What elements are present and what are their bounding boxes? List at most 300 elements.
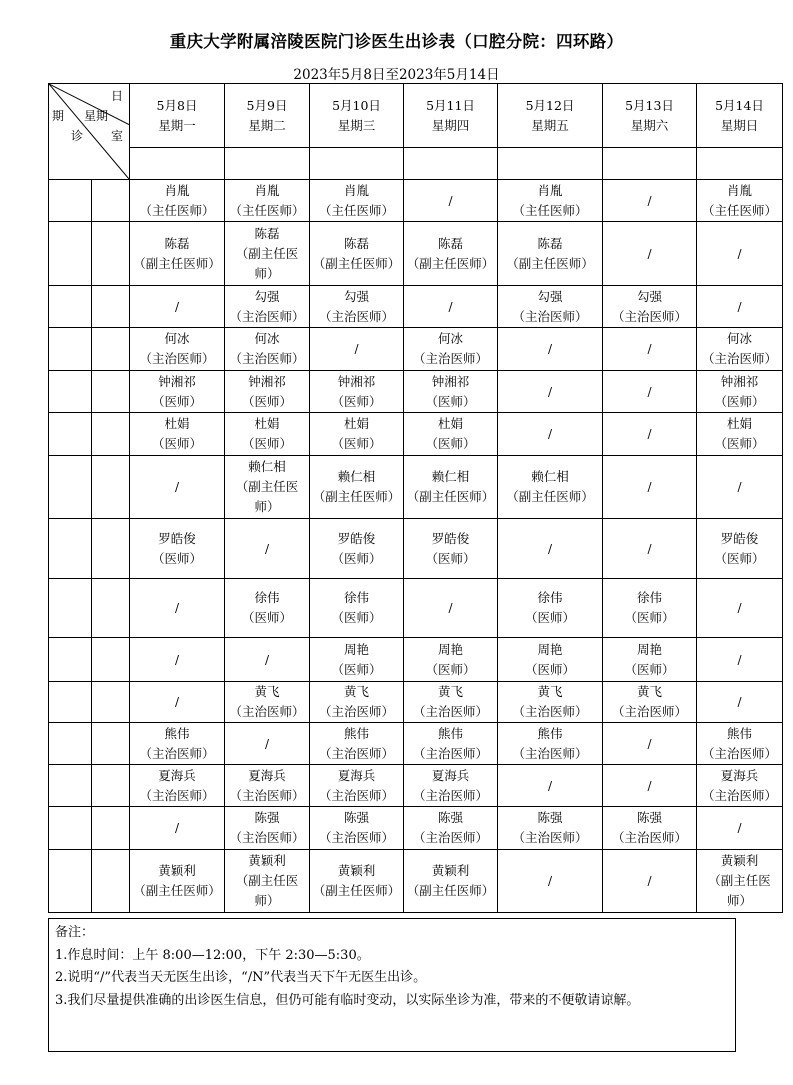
doctor-name: 罗皓俊: [431, 530, 470, 546]
schedule-cell: [603, 850, 697, 913]
schedule-cell: [310, 180, 404, 222]
sub-room-cell: [92, 328, 130, 371]
schedule-cell: [404, 850, 498, 913]
no-clinic-mark: /: [547, 541, 553, 556]
schedule-cell: [498, 371, 603, 413]
doctor-name: 陈磊: [537, 235, 563, 251]
doctor-title: （主治医师）: [512, 704, 588, 719]
doctor-title: （医师）: [425, 661, 476, 677]
doctor-name: 何冰: [726, 331, 752, 346]
schedule-cell: [603, 180, 697, 222]
doctor-title: （医师）: [714, 393, 765, 409]
day-weekday: 星期四: [431, 117, 470, 133]
schedule-cell: [603, 638, 697, 682]
schedule-row: [49, 723, 783, 765]
doctor-name: 勾强: [636, 288, 662, 304]
doctor-title: （医师）: [425, 550, 476, 566]
schedule-cell: [310, 682, 404, 723]
doctor-name: 勾强: [343, 288, 369, 304]
schedule-cell: [603, 222, 697, 286]
day-date: 5月8日: [156, 97, 198, 113]
schedule-cell: [130, 180, 225, 222]
schedule-cell: [225, 765, 310, 807]
doctor-name: 熊伟: [537, 725, 563, 741]
schedule-cell: [498, 222, 603, 286]
day-header: [498, 84, 603, 148]
schedule-row: [49, 682, 783, 723]
day-date: 5月13日: [625, 97, 674, 113]
schedule-cell: [310, 519, 404, 579]
schedule-cell: [697, 579, 783, 638]
doctor-name: 杜娟: [254, 416, 280, 431]
schedule-cell: [498, 638, 603, 682]
schedule-cell: [225, 638, 310, 682]
room-cell: [49, 682, 92, 723]
day-header: [603, 84, 697, 148]
schedule-cell: [697, 456, 783, 519]
doctor-title: （主治医师）: [139, 787, 215, 803]
schedule-cell: [404, 180, 498, 222]
blank-cell: [498, 148, 603, 180]
day-date: 5月10日: [332, 97, 381, 113]
schedule-cell: [130, 579, 225, 638]
schedule-cell: [498, 456, 603, 519]
schedule-cell: [404, 371, 498, 413]
doctor-name: 熊伟: [343, 725, 369, 741]
schedule-cell: [404, 222, 498, 286]
sub-room-cell: [92, 579, 130, 638]
schedule-cell: [310, 222, 404, 286]
schedule-cell: [603, 579, 697, 638]
doctor-title: （副主任医师）: [406, 489, 495, 504]
doctor-title: （主治医师）: [701, 787, 777, 803]
doctor-title: （医师）: [331, 436, 382, 451]
doctor-title: （主治医师）: [229, 308, 305, 324]
no-clinic-mark: /: [647, 541, 652, 556]
day-header: [697, 84, 783, 148]
sub-room-cell: [92, 638, 130, 682]
doctor-name: 勾强: [537, 288, 563, 304]
doctor-title: （主治医师）: [412, 351, 488, 366]
blank-cell: [603, 148, 697, 180]
no-clinic-mark: /: [647, 246, 652, 261]
schedule-cell: [697, 222, 783, 286]
no-clinic-mark: /: [647, 342, 652, 356]
schedule-cell: [130, 328, 225, 371]
doctor-name: 罗皓俊: [337, 530, 376, 546]
notes-box: [48, 918, 736, 1052]
no-clinic-mark: /: [737, 652, 742, 667]
no-clinic-mark: /: [354, 342, 359, 356]
doctor-title: （主治医师）: [701, 351, 777, 366]
doctor-title: （医师）: [241, 436, 292, 451]
doctor-title: （医师）: [714, 436, 765, 451]
corner-label-ri: 日: [111, 89, 124, 103]
no-clinic-mark: /: [547, 778, 553, 793]
blank-cell: [225, 148, 310, 180]
doctor-name: 徐伟: [537, 590, 563, 605]
sub-room-cell: [92, 682, 130, 723]
schedule-cell: [404, 638, 498, 682]
doctor-title: （主治医师）: [229, 351, 305, 366]
page-title: 重庆大学附属涪陵医院门诊医生出诊表（口腔分院：四环路）: [169, 32, 624, 51]
doctor-title: （医师）: [151, 393, 202, 409]
day-weekday: 星期日: [720, 117, 759, 133]
schedule-cell: [498, 579, 603, 638]
doctor-title: （主治医师）: [611, 830, 687, 845]
schedule-cell: [697, 371, 783, 413]
doctor-name: 钟湘祁: [720, 373, 759, 389]
doctor-name: 夏海兵: [337, 767, 376, 783]
no-clinic-mark: /: [547, 874, 553, 888]
doctor-name: 肖胤: [537, 182, 563, 198]
doctor-name: 周艳: [437, 641, 463, 657]
doctor-name: 熊伟: [164, 725, 190, 741]
day-weekday: 星期五: [531, 117, 569, 133]
room-cell: [49, 371, 92, 413]
doctor-name: 夏海兵: [248, 767, 286, 783]
no-clinic-mark: /: [448, 299, 453, 314]
day-header: [404, 84, 498, 148]
doctor-name: 陈磊: [343, 235, 369, 251]
doctor-title: （医师）: [624, 610, 675, 625]
schedule-cell: [603, 519, 697, 579]
doctor-title: （副主任医师）: [235, 873, 299, 908]
day-header: [225, 84, 310, 148]
schedule-cell: [603, 682, 697, 723]
schedule-cell: [130, 807, 225, 850]
no-clinic-mark: /: [647, 736, 652, 751]
room-cell: [49, 456, 92, 519]
doctor-title: （主治医师）: [512, 830, 588, 845]
doctor-name: 徐伟: [636, 590, 662, 605]
doctor-title: （医师）: [331, 393, 382, 409]
schedule-cell: [603, 807, 697, 850]
doctor-name: 肖胤: [343, 182, 369, 198]
schedule-cell: [130, 413, 225, 456]
no-clinic-mark: /: [647, 778, 652, 793]
blank-cell: [697, 148, 783, 180]
doctor-name: 周艳: [537, 641, 563, 657]
doctor-name: 何冰: [164, 331, 190, 346]
blank-cell: [130, 148, 225, 180]
no-clinic-mark: /: [174, 480, 180, 494]
doctor-name: 赖仁相: [248, 459, 286, 474]
no-clinic-mark: /: [448, 601, 453, 615]
schedule-cell: [310, 456, 404, 519]
doctor-name: 黄飞: [437, 684, 463, 699]
schedule-cell: [225, 371, 310, 413]
doctor-title: （主治医师）: [611, 308, 687, 324]
doctor-name: 陈磊: [164, 235, 190, 251]
blank-row: [49, 148, 783, 180]
schedule-cell: [697, 519, 783, 579]
schedule-cell: [404, 456, 498, 519]
doctor-title: （医师）: [241, 610, 292, 625]
schedule-row: [49, 765, 783, 807]
corner-label-shi: 室: [111, 129, 124, 143]
doctor-title: （主治医师）: [229, 830, 305, 845]
no-clinic-mark: /: [647, 384, 652, 399]
doctor-title: （主治医师）: [318, 745, 394, 761]
schedule-cell: [404, 723, 498, 765]
doctor-title: （主治医师）: [512, 308, 588, 324]
doctor-title: （医师）: [714, 550, 765, 566]
schedule-cell: [498, 180, 603, 222]
doctor-name: 勾强: [254, 288, 280, 304]
blank-cell: [310, 148, 404, 180]
day-weekday: 星期一: [158, 117, 196, 133]
schedule-cell: [498, 413, 603, 456]
notes-line: 1.作息时间：上午 8:00—12:00，下午 2:30—5:30。: [55, 947, 370, 963]
doctor-title: （医师）: [425, 436, 476, 451]
notes-line: 3.我们尽量提供准确的出诊医生信息，但仍可能有临时变动，以实际坐诊为准，带来的不便敬请谅解。: [55, 992, 640, 1008]
schedule-cell: [498, 850, 603, 913]
doctor-title: （主治医师）: [412, 830, 488, 845]
doctor-name: 黄颖利: [158, 863, 196, 878]
doctor-title: （主治医师）: [611, 704, 687, 719]
schedule-cell: [225, 579, 310, 638]
corner-label-zhen: 诊: [71, 129, 84, 143]
room-cell: [49, 222, 92, 286]
no-clinic-mark: /: [174, 695, 180, 709]
no-clinic-mark: /: [547, 427, 553, 441]
doctor-title: （主治医师）: [318, 830, 394, 845]
corner-label-xingqi: 星期: [84, 109, 109, 123]
schedule-table: [48, 83, 783, 913]
schedule-cell: [310, 723, 404, 765]
schedule-cell: [603, 765, 697, 807]
doctor-name: 周艳: [636, 641, 662, 657]
sub-room-cell: [92, 180, 130, 222]
date-range: 2023年5月8日至2023年5月14日: [293, 67, 500, 83]
doctor-name: 赖仁相: [431, 469, 470, 484]
no-clinic-mark: /: [737, 601, 742, 615]
schedule-cell: [225, 807, 310, 850]
schedule-cell: [498, 807, 603, 850]
no-clinic-mark: /: [264, 541, 270, 556]
day-header: [130, 84, 225, 148]
no-clinic-mark: /: [647, 874, 652, 888]
schedule-row: [49, 807, 783, 850]
doctor-title: （医师）: [331, 550, 382, 566]
room-cell: [49, 765, 92, 807]
sub-room-cell: [92, 222, 130, 286]
schedule-cell: [130, 638, 225, 682]
schedule-cell: [130, 723, 225, 765]
doctor-name: 夏海兵: [431, 767, 470, 783]
room-cell: [49, 723, 92, 765]
schedule-cell: [603, 286, 697, 328]
schedule-cell: [697, 638, 783, 682]
doctor-title: （主治医师）: [412, 704, 488, 719]
doctor-name: 钟湘祁: [431, 373, 470, 389]
schedule-cell: [130, 222, 225, 286]
schedule-cell: [697, 850, 783, 913]
day-weekday: 星期六: [630, 117, 669, 133]
doctor-name: 黄颖利: [248, 853, 286, 868]
notes-line: 2.说明“/”代表当天无医生出诊，“/N”代表当天下午无医生出诊。: [55, 970, 427, 985]
no-clinic-mark: /: [264, 736, 270, 751]
doctor-name: 陈磊: [437, 235, 463, 251]
doctor-title: （副主任医师）: [506, 489, 594, 504]
schedule-cell: [225, 723, 310, 765]
notes-heading: 备注：: [55, 925, 95, 940]
sub-room-cell: [92, 519, 130, 579]
schedule-cell: [310, 328, 404, 371]
doctor-name: 杜娟: [437, 416, 463, 431]
schedule-cell: [404, 328, 498, 371]
schedule-cell: [310, 638, 404, 682]
schedule-cell: [603, 723, 697, 765]
no-clinic-mark: /: [647, 193, 652, 208]
schedule-row: [49, 180, 783, 222]
doctor-title: （医师）: [524, 661, 575, 677]
doctor-title: （主治医师）: [229, 787, 305, 803]
doctor-name: 何冰: [437, 331, 463, 346]
schedule-row: [49, 286, 783, 328]
day-header: [310, 84, 404, 148]
schedule-cell: [310, 371, 404, 413]
doctor-name: 罗皓俊: [158, 530, 196, 546]
doctor-title: （医师）: [331, 610, 382, 625]
no-clinic-mark: /: [737, 480, 742, 494]
doctor-title: （主任医师）: [512, 202, 588, 218]
schedule-cell: [310, 850, 404, 913]
doctor-title: （主任医师）: [318, 202, 394, 218]
schedule-row: [49, 371, 783, 413]
day-weekday: 星期二: [248, 117, 286, 133]
doctor-title: （主治医师）: [229, 704, 305, 719]
no-clinic-mark: /: [547, 342, 553, 356]
schedule-cell: [225, 413, 310, 456]
schedule-row: [49, 328, 783, 371]
schedule-cell: [225, 850, 310, 913]
day-date: 5月14日: [715, 97, 764, 113]
doctor-name: 杜娟: [343, 416, 369, 431]
schedule-cell: [310, 765, 404, 807]
schedule-cell: [404, 682, 498, 723]
schedule-cell: [130, 286, 225, 328]
no-clinic-mark: /: [737, 246, 742, 261]
corner-cell: [49, 84, 130, 180]
doctor-title: （医师）: [331, 661, 382, 677]
doctor-name: 肖胤: [164, 182, 190, 198]
schedule-cell: [225, 519, 310, 579]
room-cell: [49, 579, 92, 638]
room-cell: [49, 807, 92, 850]
no-clinic-mark: /: [737, 821, 742, 835]
schedule-cell: [697, 328, 783, 371]
doctor-title: （副主任医师）: [312, 883, 401, 898]
room-cell: [49, 286, 92, 328]
no-clinic-mark: /: [174, 821, 180, 835]
doctor-title: （医师）: [241, 393, 292, 409]
doctor-name: 夏海兵: [158, 767, 196, 783]
sub-room-cell: [92, 807, 130, 850]
doctor-title: （主治医师）: [701, 745, 777, 761]
schedule-cell: [498, 723, 603, 765]
day-date: 5月9日: [246, 97, 288, 113]
schedule-cell: [697, 682, 783, 723]
schedule-cell: [404, 413, 498, 456]
schedule-cell: [225, 456, 310, 519]
schedule-cell: [225, 286, 310, 328]
no-clinic-mark: /: [174, 299, 180, 314]
doctor-title: （副主任医师）: [406, 255, 495, 271]
doctor-title: （主任医师）: [701, 202, 777, 218]
no-clinic-mark: /: [647, 427, 652, 441]
day-date: 5月11日: [426, 97, 475, 113]
sub-room-cell: [92, 413, 130, 456]
doctor-name: 杜娟: [164, 416, 190, 431]
schedule-cell: [603, 456, 697, 519]
doctor-name: 黄飞: [343, 684, 369, 699]
schedule-cell: [310, 413, 404, 456]
doctor-name: 陈强: [343, 810, 369, 825]
schedule-cell: [225, 328, 310, 371]
schedule-row: [49, 413, 783, 456]
schedule-cell: [310, 807, 404, 850]
doctor-title: （副主任医师）: [406, 883, 495, 898]
schedule-cell: [697, 286, 783, 328]
day-date: 5月12日: [525, 97, 575, 113]
doctor-name: 黄颖利: [431, 863, 470, 878]
doctor-title: （医师）: [524, 610, 575, 625]
room-cell: [49, 328, 92, 371]
doctor-name: 熊伟: [726, 725, 752, 741]
schedule-cell: [404, 765, 498, 807]
doctor-name: 陈强: [537, 810, 563, 825]
schedule-cell: [310, 286, 404, 328]
doctor-name: 黄飞: [636, 684, 662, 699]
sub-room-cell: [92, 286, 130, 328]
doctor-name: 赖仁相: [337, 469, 376, 484]
doctor-name: 黄飞: [537, 684, 563, 699]
doctor-title: （主治医师）: [512, 745, 588, 761]
doctor-title: （主治医师）: [139, 351, 215, 366]
sub-room-cell: [92, 765, 130, 807]
schedule-cell: [130, 765, 225, 807]
doctor-name: 钟湘祁: [248, 373, 286, 389]
sub-room-cell: [92, 850, 130, 913]
doctor-title: （主治医师）: [318, 308, 394, 324]
doctor-name: 徐伟: [343, 590, 369, 605]
header-row: [49, 84, 783, 148]
schedule-row: [49, 638, 783, 682]
doctor-name: 陈强: [636, 810, 662, 825]
schedule-cell: [697, 723, 783, 765]
doctor-name: 罗皓俊: [720, 530, 759, 546]
schedule-cell: [225, 180, 310, 222]
no-clinic-mark: /: [547, 384, 553, 399]
schedule-cell: [697, 413, 783, 456]
schedule-cell: [697, 180, 783, 222]
room-cell: [49, 638, 92, 682]
doctor-title: （副主任医师）: [133, 883, 221, 898]
schedule-cell: [404, 579, 498, 638]
doctor-name: 黄颖利: [337, 863, 376, 878]
schedule-cell: [697, 807, 783, 850]
doctor-title: （主任医师）: [139, 202, 215, 218]
schedule-cell: [498, 765, 603, 807]
schedule-cell: [310, 579, 404, 638]
doctor-name: 黄颖利: [720, 853, 759, 868]
schedule-cell: [130, 456, 225, 519]
schedule-cell: [498, 286, 603, 328]
schedule-cell: [130, 850, 225, 913]
blank-cell: [404, 148, 498, 180]
